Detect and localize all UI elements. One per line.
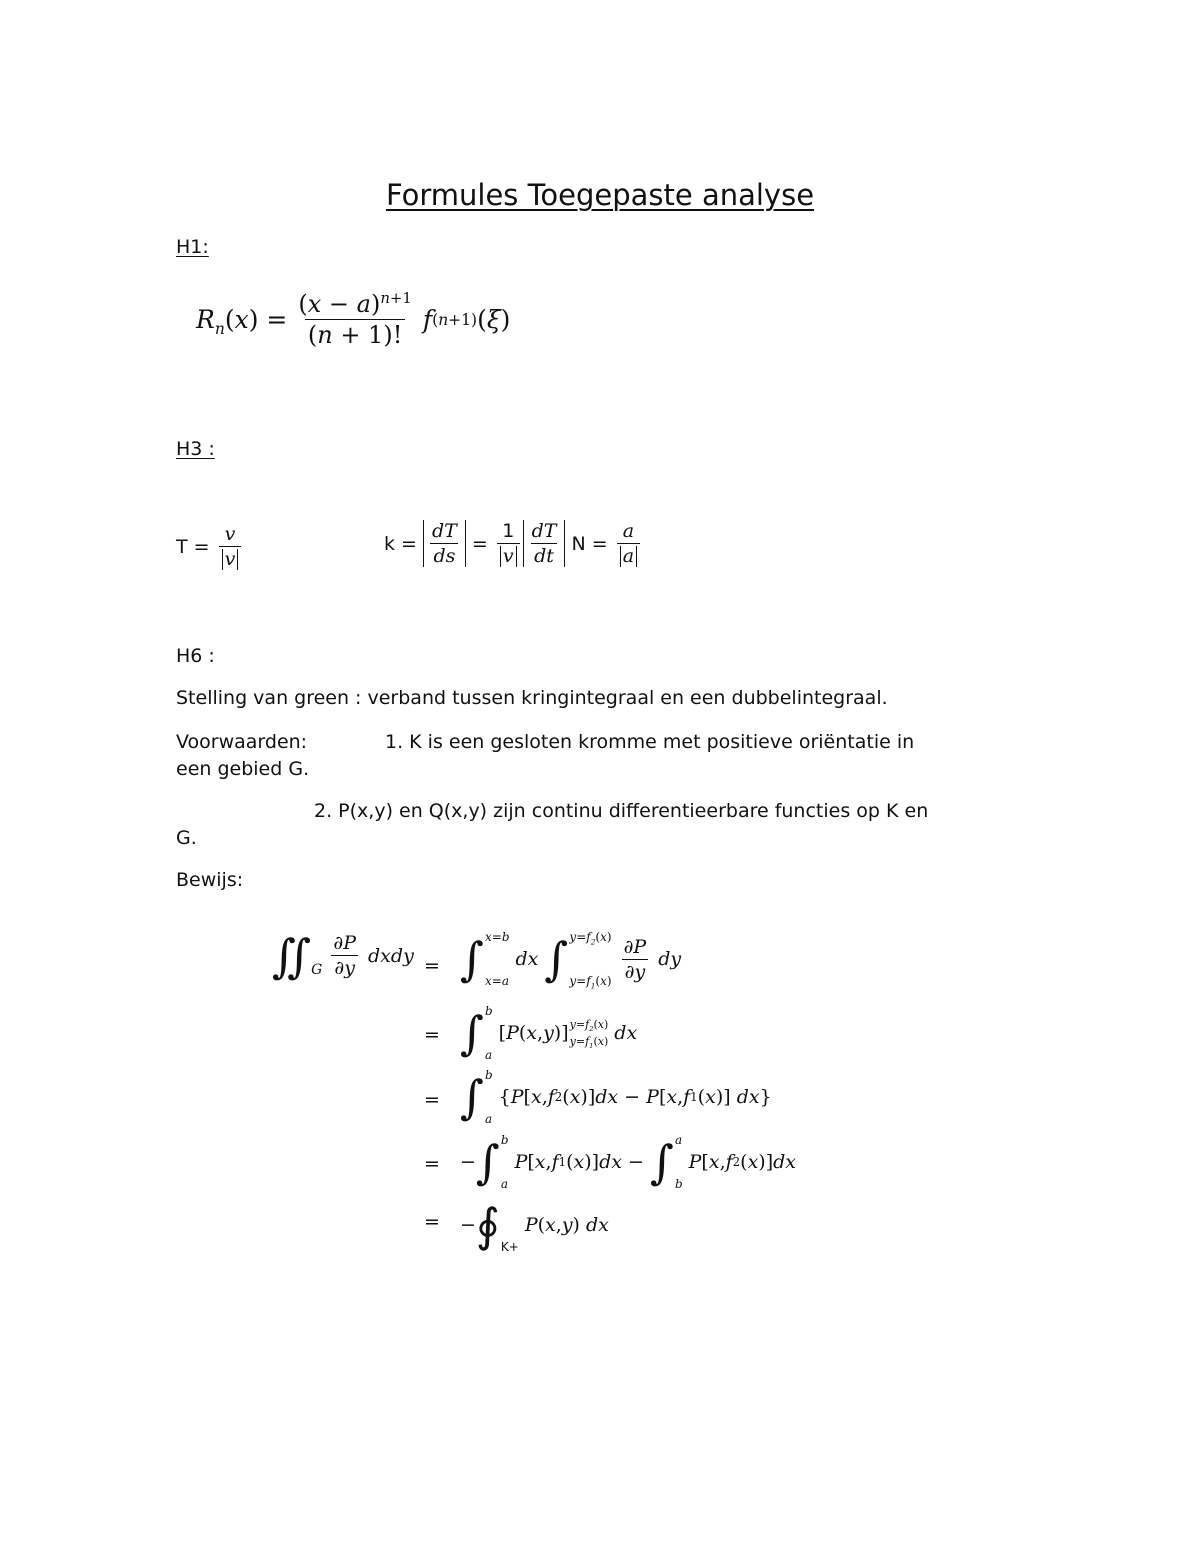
curvature-label: k = <box>384 532 417 555</box>
normal-label: N = <box>571 532 608 555</box>
conditions-label: Voorwaarden: <box>176 731 308 753</box>
tangent-label: T = <box>176 535 210 558</box>
green-theorem-statement: Stelling van green : verband tussen kringintegraal en een dubbelintegraal. <box>176 687 888 709</box>
condition-2-line-1: 2. P(x,y) en Q(x,y) zijn continu differentieerbare functies op K en <box>314 800 929 822</box>
unit-tangent-formula: T = $\frac{v}{v}$ <box>176 523 244 570</box>
proof-step-2: ∫ b a [ P ( x , y )] $y=f_2(x)$ $y=f_1(x)$ dx <box>460 1004 638 1062</box>
page-title: Formules Toegepaste analyse <box>385 178 815 212</box>
condition-1-line-1: 1. K is een gesloten kromme met positieve oriëntatie in <box>385 731 915 753</box>
equals-sign: = <box>471 532 488 555</box>
proof-eq-4: = <box>424 1153 440 1175</box>
proof-label: Bewijs: <box>176 869 244 891</box>
proof-lhs: ∬ G $\frac{\partial P}{\partial y}$ dxdy <box>272 928 414 983</box>
condition-1-line-2: een gebied G. <box>176 758 310 780</box>
curvature-formula: k = $\frac{dT}{ds}$ = $\frac{1}{v}$ $\frac{dT}{dt}$ N = $\frac{a}{a}$ <box>384 520 643 567</box>
proof-step-1: ∫ x=b x=a dx ∫ $y=f_2(x)$ $y=f_1(x)$ $\frac{\partial P}{\partial y}$ dy <box>460 930 682 991</box>
proof-eq-3: = <box>424 1089 440 1111</box>
section-heading-h3: H3 : <box>176 438 215 460</box>
section-heading-h1: H1: <box>176 236 209 258</box>
taylor-remainder-formula: $R_n$ ( x ) = $\frac{(x - a)^{n+1}}{(n + 1)!}$ f (n+1) ( ξ ) <box>196 289 511 349</box>
proof-eq-1: = <box>424 955 440 977</box>
proof-step-3: ∫ b a { P [ x , f 2 ( x )] dx − P [ x , f 1 ( x )] dx } <box>460 1068 772 1126</box>
proof-eq-5: = <box>424 1211 440 1233</box>
proof-step-5: − ∮ K+ P ( x , y ) dx <box>460 1198 609 1254</box>
condition-2-line-2: G. <box>176 827 197 849</box>
section-heading-h6: H6 : <box>176 645 215 667</box>
proof-step-4: − ∫ b a P [ x , f 1 ( x )] dx − ∫ a b P [ x , f 2 ( x )] dx <box>460 1133 797 1191</box>
proof-eq-2: = <box>424 1024 440 1046</box>
